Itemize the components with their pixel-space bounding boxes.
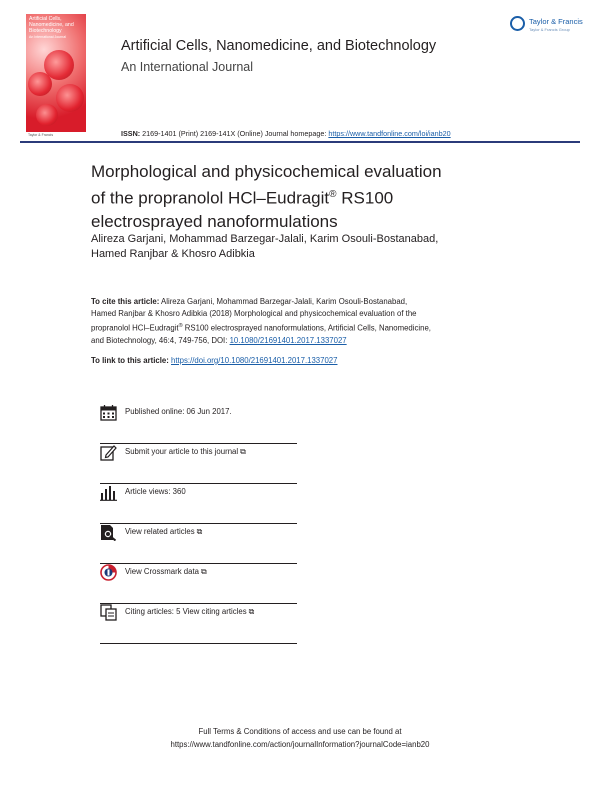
journal-cover-image bbox=[26, 14, 86, 138]
article-title-line: Morphological and physicochemical evaluation bbox=[91, 162, 442, 181]
authors bbox=[91, 232, 531, 262]
authors-line: Hamed Ranjbar & Khosro Adibkia bbox=[91, 248, 255, 260]
submit-article-row[interactable] bbox=[100, 444, 297, 484]
doi-link[interactable]: 10.1080/21691401.2017.1337027 bbox=[229, 335, 347, 345]
published-online-row bbox=[100, 404, 297, 444]
article-doi-url[interactable]: https://doi.org/10.1080/21691401.2017.1337027 bbox=[171, 356, 338, 365]
publisher-logo[interactable] bbox=[510, 16, 590, 40]
related-articles-row[interactable] bbox=[100, 524, 297, 564]
link-to-article bbox=[91, 355, 531, 367]
cover-subtitle: An International Journal bbox=[29, 35, 66, 39]
journal-title: Artificial Cells, Nanomedicine, and Biotechnology bbox=[121, 38, 437, 54]
crossmark-text: View Crossmark data bbox=[125, 567, 199, 576]
citation-text: Hamed Ranjbar & Khosro Adibkia (2018) Morphological and physicochemical evaluation of the bbox=[91, 309, 417, 318]
cover-publisher: Taylor & Francis bbox=[28, 133, 54, 137]
journal-subtitle: An International Journal bbox=[121, 60, 254, 74]
crossmark-icon bbox=[100, 564, 117, 581]
article-views-row bbox=[100, 484, 297, 524]
link-label: To link to this article: bbox=[91, 356, 171, 365]
citing-articles-row[interactable] bbox=[100, 604, 297, 644]
article-title-line bbox=[91, 183, 531, 210]
external-link-icon: ⧉ bbox=[196, 527, 203, 536]
cover-cell bbox=[56, 84, 84, 112]
registered-mark: ® bbox=[329, 189, 337, 200]
citation-label: To cite this article: bbox=[91, 297, 160, 306]
issn-label: ISSN: bbox=[121, 129, 141, 138]
article-views-text: Article views: 360 bbox=[125, 487, 186, 496]
issn-line bbox=[121, 129, 451, 138]
citation-text: Alireza Garjani, Mohammad Barzegar-Jalali, Karim Osouli-Bostanabad, bbox=[159, 297, 408, 306]
authors-line: Alireza Garjani, Mohammad Barzegar-Jalali, Karim Osouli-Bostanabad, bbox=[91, 233, 439, 245]
header-divider bbox=[20, 141, 580, 143]
pencil-icon bbox=[100, 444, 117, 461]
external-link-icon: ⧉ bbox=[248, 607, 255, 616]
article-title bbox=[91, 160, 531, 233]
issn-text: 2169-1401 (Print) 2169-141X (Online) Journal homepage: bbox=[142, 129, 327, 138]
citing-articles-icon bbox=[100, 604, 117, 621]
journal-homepage-link[interactable]: https://www.tandfonline.com/loi/ianb20 bbox=[328, 129, 451, 138]
article-title-line: electrosprayed nanoformulations bbox=[91, 211, 338, 231]
related-articles-text: View related articles bbox=[125, 527, 195, 536]
submit-article-link[interactable] bbox=[125, 447, 246, 457]
crossmark-row[interactable] bbox=[100, 564, 297, 604]
search-document-icon bbox=[100, 524, 117, 541]
publisher-logo-icon bbox=[510, 16, 525, 31]
related-articles-link[interactable] bbox=[125, 527, 202, 537]
row-divider bbox=[100, 643, 297, 644]
external-link-icon: ⧉ bbox=[240, 447, 246, 456]
external-link-icon: ⧉ bbox=[200, 567, 207, 576]
published-online-text: Published online: 06 Jun 2017. bbox=[125, 407, 232, 416]
footer-terms-url[interactable]: https://www.tandfonline.com/action/journalInformation?journalCode=ianb20 bbox=[170, 740, 430, 749]
citing-articles-link[interactable] bbox=[125, 607, 254, 617]
publisher-logo-tagline: Taylor & Francis Group bbox=[529, 27, 570, 32]
citation-text: and Biotechnology, 46:4, 749-756, DOI: bbox=[91, 335, 230, 345]
submit-article-text: Submit your article to this journal bbox=[125, 447, 239, 456]
citing-articles-text: Citing articles: 5 View citing articles bbox=[125, 607, 247, 616]
cover-cell bbox=[36, 104, 58, 126]
publisher-logo-name: Taylor & Francis bbox=[529, 17, 583, 26]
article-title-text: of the propranolol HCl–Eudragit bbox=[91, 188, 330, 208]
footer-terms-text: Full Terms & Conditions of access and use can be found at bbox=[198, 727, 402, 736]
article-title-text: RS100 bbox=[336, 188, 394, 208]
bar-chart-icon bbox=[100, 484, 117, 501]
citation-text: propranolol HCl–Eudragit bbox=[91, 323, 179, 333]
registered-mark: ® bbox=[178, 323, 183, 329]
calendar-icon bbox=[100, 404, 117, 421]
crossmark-link[interactable] bbox=[125, 567, 207, 577]
cover-title: Artificial Cells, Nanomedicine, and Biotechnology bbox=[29, 16, 74, 34]
citation-block bbox=[91, 296, 531, 347]
citation-text: RS100 electrosprayed nanoformulations, Artificial Cells, Nanomedicine, bbox=[182, 323, 431, 333]
cover-cell bbox=[28, 72, 52, 96]
